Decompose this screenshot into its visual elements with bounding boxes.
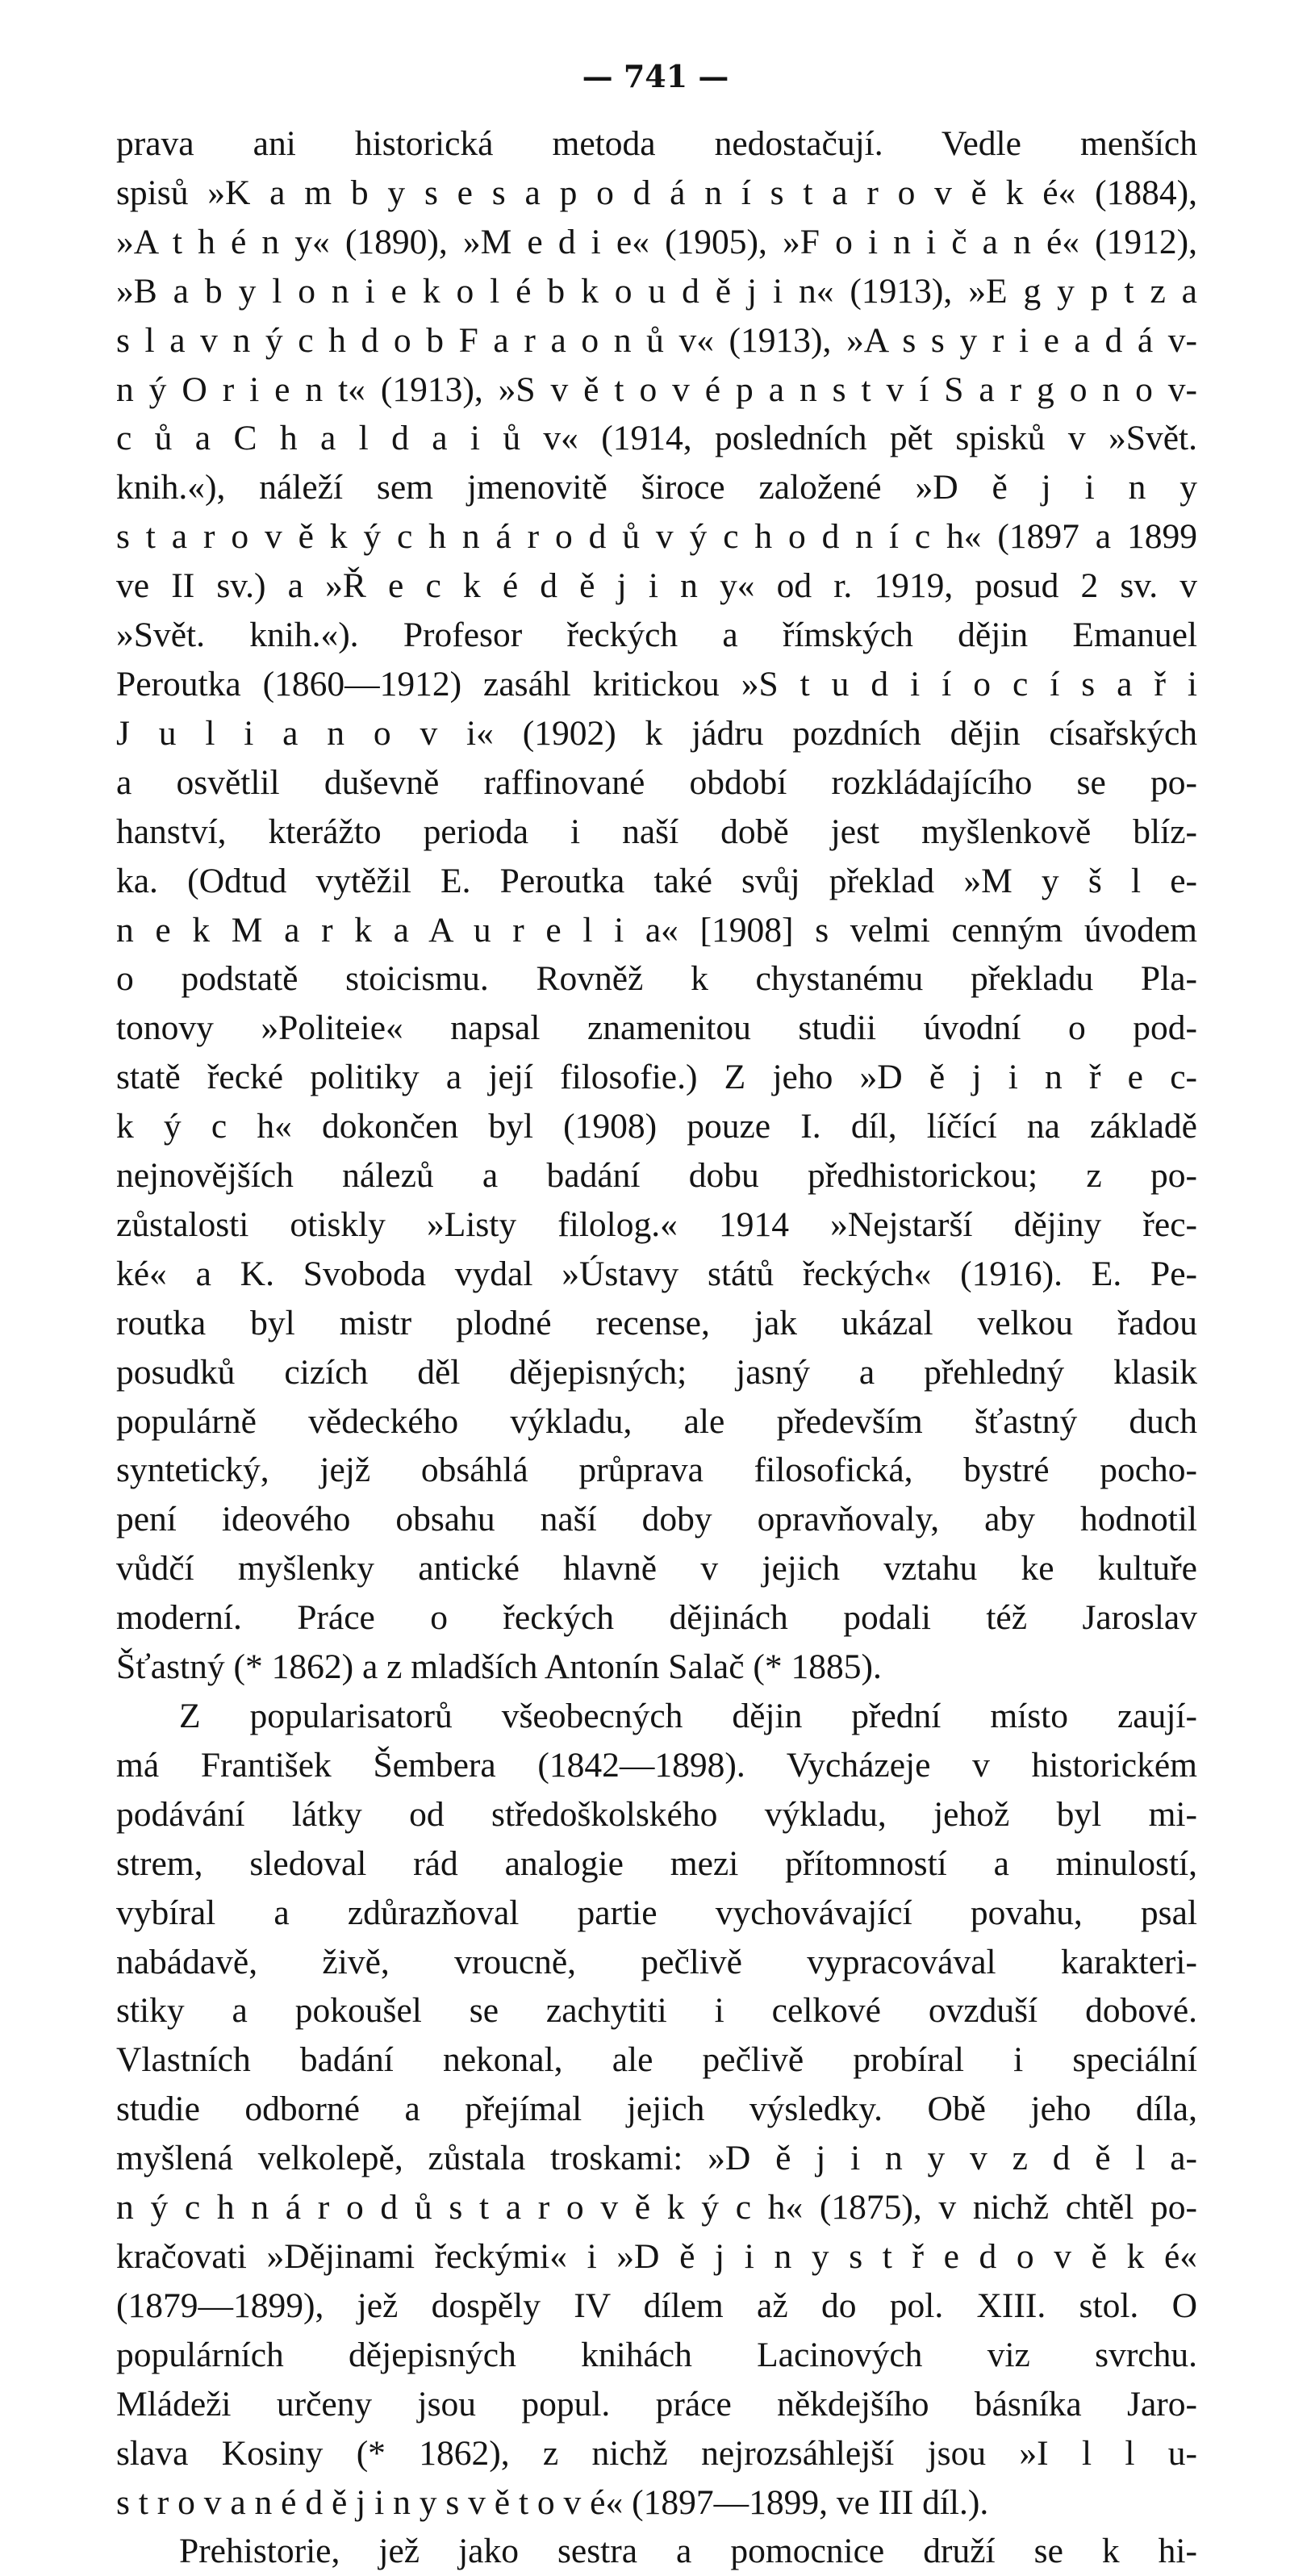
text-line: »A t h é n y« (1890), »M e d i e« (1905), »F o i n i č a n é« (1912),	[116, 222, 1197, 261]
text-line: studie odborné a přejímal jejich výsledky. Obě jeho díla,	[116, 2090, 1197, 2129]
text-line: kračovati »Dějinami řeckými« i »D ě j i n y s t ř e d o v ě k é«	[116, 2236, 1197, 2276]
text-line: hanství, kterážto perioda i naší době jest myšlenkově blíz-	[116, 812, 1197, 851]
text-line: (1879—1899), jež dospěly IV dílem až do pol. XIII. stol. O	[116, 2286, 1197, 2325]
text-line: Mládeži určeny jsou popul. práce někdejšího básníka Jaro-	[116, 2384, 1197, 2424]
text-line: Z popularisatorů všeobecných dějin přední místo zaují-	[179, 1697, 1197, 1735]
text-line: tonovy »Politeie« napsal znamenitou studii úvodní o pod-	[116, 1008, 1197, 1048]
text-line: spisů »K a m b y s e s a p o d á n í s t a r o v ě k é« (1884),	[116, 173, 1197, 212]
text-line: Peroutka (1860—1912) zasáhl kritickou »S t u d i í o c í s a ř i	[116, 664, 1197, 703]
text-line: J u l i a n o v i« (1902) k jádru pozdních dějin císařských	[116, 713, 1197, 753]
page-number: — 741 —	[582, 58, 729, 94]
text-line: knih.«), náleží sem jmenovitě široce založené »D ě j i n y	[116, 468, 1197, 507]
text-line: n ý c h n á r o d ů s t a r o v ě k ý c h« (1875), v nichž chtěl po-	[116, 2188, 1197, 2227]
text-line: s t a r o v ě k ý c h n á r o d ů v ý c h o d n í c h« (1897 a 1899	[116, 517, 1197, 557]
text-line: zůstalosti otiskly »Listy filolog.« 1914 »Nejstarší dějiny řec-	[116, 1204, 1197, 1244]
text-line: stiky a pokoušel se zachytiti i celkové ovzduší dobové.	[116, 1991, 1197, 2031]
text-line: strem, sledoval rád analogie mezi přítomností a minulostí,	[116, 1843, 1197, 1883]
text-line: myšlená velkolepě, zůstala troskami: »D ě j i n y v z d ě l a-	[116, 2139, 1197, 2178]
text-line: podávání látky od středoškolského výkladu, jehož byl mi-	[116, 1794, 1197, 1834]
text-line: moderní. Práce o řeckých dějinách podali též Jaroslav	[116, 1598, 1197, 1638]
text-line: Šťastný (* 1862) a z mladších Antonín Salač (* 1885).	[116, 1647, 882, 1687]
text-line: ka. (Odtud vytěžil E. Peroutka také svůj překlad »M y š l e-	[116, 861, 1197, 900]
text-line: má František Šembera (1842—1898). Vycházeje v historickém	[116, 1745, 1197, 1785]
text-line: k ý c h« dokončen byl (1908) pouze I. díl, líčící na základě	[116, 1107, 1197, 1146]
text-line: prava ani historická metoda nedostačují. Vedle menších	[116, 124, 1197, 163]
text-line: syntetický, jejž obsáhlá průprava filosofická, bystré pocho-	[116, 1451, 1197, 1490]
text-line: c ů a C h a l d a i ů v« (1914, posledních pět spisků v »Svět.	[116, 419, 1197, 458]
text-line: ve II sv.) a »Ř e c k é d ě j i n y« od r. 1919, posud 2 sv. v	[116, 566, 1197, 606]
text-body	[116, 119, 1197, 2576]
text-line: n e k M a r k a A u r e l i a« [1908] s velmi cenným úvodem	[116, 910, 1197, 950]
text-line: s l a v n ý c h d o b F a r a o n ů v« (1913), »A s s y r i e a d á v-	[116, 320, 1197, 360]
text-line: Vlastních badání nekonal, ale pečlivě probíral i speciální	[116, 2040, 1197, 2080]
text-line: statě řecké politiky a její filosofie.) Z jeho »D ě j i n ř e c-	[116, 1058, 1197, 1097]
text-line: slava Kosiny (* 1862), z nichž nejrozsáhlejší jsou »I l l u-	[116, 2433, 1197, 2473]
text-line: »B a b y l o n i e k o l é b k o u d ě j i n« (1913), »E g y p t z a	[116, 271, 1197, 311]
text-line: populárně vědeckého výkladu, ale především šťastný duch	[116, 1401, 1197, 1441]
text-line: posudků cizích děl dějepisných; jasný a přehledný klasik	[116, 1352, 1197, 1392]
text-line: vybíral a zdůrazňoval partie vychovávající povahu, psal	[116, 1893, 1197, 1932]
text-line: ké« a K. Svoboda vydal »Ústavy států řeckých« (1916). E. Pe-	[116, 1254, 1197, 1293]
text-line: s t r o v a n é d ě j i n y s v ě t o v é« (1897—1899, ve III díl.).	[116, 2482, 989, 2522]
text-line: vůdčí myšlenky antické hlavně v jejich vztahu ke kultuře	[116, 1549, 1197, 1589]
text-line: nejnovějších nálezů a badání dobu předhistorickou; z po-	[116, 1156, 1197, 1196]
text-line: o podstatě stoicismu. Rovněž k chystanému překladu Pla-	[116, 959, 1197, 999]
text-line: Prehistorie, jež jako sestra a pomocnice druží se k hi-	[179, 2532, 1197, 2571]
text-line: pení ideového obsahu naší doby opravňovaly, aby hodnotil	[116, 1500, 1197, 1539]
text-line: a osvětlil duševně raffinované období rozkládajícího se po-	[116, 762, 1197, 802]
text-line: »Svět. knih.«). Profesor řeckých a římských dějin Emanuel	[116, 616, 1197, 655]
text-line: n ý O r i e n t« (1913), »S v ě t o v é p a n s t v í S a r g o n o v-	[116, 369, 1197, 409]
text-line: nabádavě, živě, vroucně, pečlivě vypracovával karakteri-	[116, 1942, 1197, 1981]
text-line: routka byl mistr plodné recense, jak ukázal velkou řadou	[116, 1303, 1197, 1342]
text-line: populárních dějepisných knihách Lacinových viz svrchu.	[116, 2335, 1197, 2374]
